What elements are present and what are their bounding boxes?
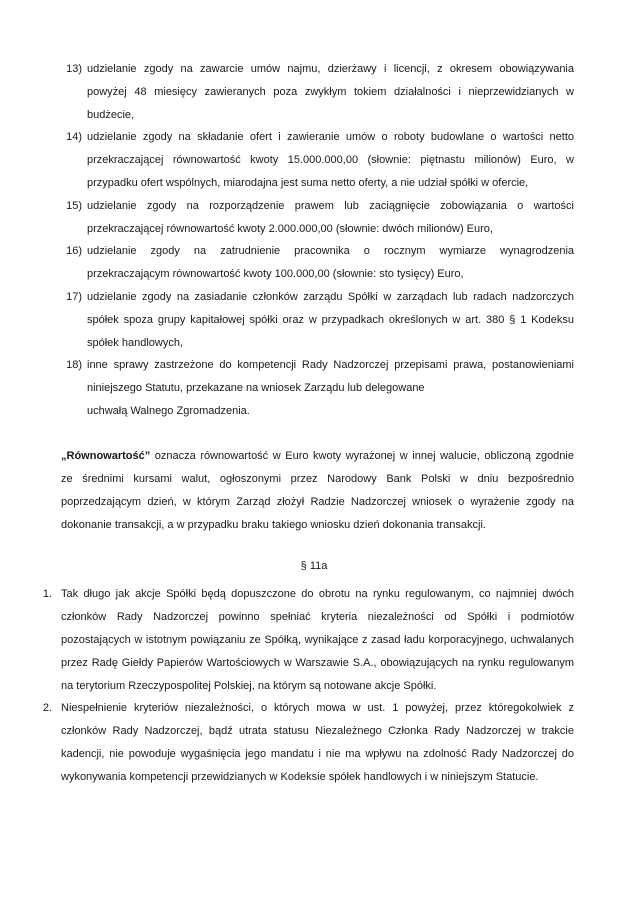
list-item [87, 126, 574, 195]
list-item-line: przekraczającej równowartość kwoty 2.000.000,00 (słownie: dwóch milionów) Euro, [87, 223, 493, 235]
section-item-line: przez Radę Giełdy Papierów Wartościowych w Warszawie S.A., obowiązujących na rynku regulowanym [61, 657, 574, 669]
list-item [87, 195, 574, 241]
list-item [87, 240, 574, 286]
section-item-number: 2. [42, 702, 52, 714]
list-item-line: powyżej 48 miesięcy zawieranych poza zwykłym tokiem działalności i nieprzewidzianych w [87, 86, 574, 98]
definition-line: dokonanie transakcji, a w przypadku braku takiego wniosku dzień dokonania transakcji. [61, 519, 486, 531]
section-title: § 11a [300, 560, 328, 572]
section-item [61, 697, 574, 789]
list-number: 16) [66, 245, 82, 257]
definition-paragraph [61, 445, 574, 537]
list-item-line: udzielanie zgody na zatrudnienie pracownika o rocznym wymiarze wynagrodzenia [87, 245, 574, 257]
list-number: 13) [66, 63, 82, 75]
list-item [87, 354, 574, 423]
list-item-line: przypadku ofert wspólnych, miarodajna jest suma netto oferty, a nie udział spółki w ofercie, [87, 177, 529, 189]
definition-line: poprzedzającym dzień, w którym Zarząd złożył Radzie Nadzorczej wniosek o wyrażenie zgody na [61, 496, 574, 508]
section-item-line: na terytorium Rzeczypospolitej Polskiej, na którym są notowane akcje Spółki. [61, 680, 437, 692]
section-item [61, 583, 574, 698]
section-item-line: wykonywania kompetencji przewidzianych w Kodeksie spółek handlowych i w niniejszym Statucie. [61, 771, 539, 783]
list-item-line: udzielanie zgody na zawarcie umów najmu, dzierżawy i licencji, z okresem obowiązywania [87, 63, 574, 75]
section-item-line: Niespełnienie kryteriów niezależności, o których mowa w ust. 1 powyżej, przez któregokolwiek z [61, 702, 574, 714]
list-item-line: niniejszego Statutu, przekazane na wniosek Zarządu lub delegowane [87, 382, 425, 394]
section-item-line: pozostających w istotnym powiązaniu ze Spółką, wynikające z zasad ładu korporacyjnego, uchwalanych [61, 634, 574, 646]
list-number: 15) [66, 200, 82, 212]
list-item-line: udzielanie zgody na rozporządzenie prawem lub zaciągnięcie zobowiązania o wartości [87, 200, 574, 212]
list-item-line: przekraczającej równowartość kwoty 15.000.000,00 (słownie: piętnastu milionów) Euro, w [87, 154, 574, 166]
list-item-line: spółek handlowych, [87, 337, 184, 349]
section-item-line: członków Rady Nadzorczej, bądź utrata statusu Niezależnego Członka Rady Nadzorczej w trakcie [61, 725, 574, 737]
list-item-line: udzielanie zgody na zasiadanie członków zarządu Spółki w zarządach lub radach nadzorczych [87, 291, 574, 303]
list-item-line: inne sprawy zastrzeżone do kompetencji Rady Nadzorczej przepisami prawa, postanowieniami [87, 359, 574, 371]
section-item-line: kadencji, nie powoduje wygaśnięcia jego mandatu i nie ma wpływu na zdolność Rady Nadzorczej do [61, 748, 574, 760]
definition-term: „Równowartość” [61, 450, 151, 462]
list-item-line: spółek spoza grupy kapitałowej spółki oraz w przypadkach określonych w art. 380 § 1 Kodeksu [87, 314, 574, 326]
section-item-number: 1. [42, 588, 52, 600]
list-item-line: udzielanie zgody na składanie ofert i zawieranie umów o roboty budowlane o wartości netto [87, 131, 574, 143]
list-number: 18) [66, 359, 82, 371]
definition-line: oznacza równowartość w Euro kwoty wyrażonej w innej walucie, obliczoną zgodnie [154, 450, 574, 462]
definition-line: ze średnimi kursami walut, ogłoszonymi przez Narodowy Bank Polski w dniu bezpośrednio [61, 473, 574, 485]
list-item-line: przekraczającym równowartość kwoty 100.000,00 (słownie: sto tysięcy) Euro, [87, 268, 464, 280]
section-item-line: członków Rady Nadzorczej powinno spełniać kryteria niezależności od Spółki i podmiotów [61, 611, 574, 623]
list-item-line: uchwałą Walnego Zgromadzenia. [87, 405, 250, 417]
list-item [87, 286, 574, 355]
list-item-line: budżecie, [87, 109, 135, 121]
list-number: 17) [66, 291, 82, 303]
list-number: 14) [66, 131, 82, 143]
section-item-line: Tak długo jak akcje Spółki będą dopuszczone do obrotu na rynku regulowanym, co najmniej dwóch [61, 588, 574, 600]
list-item [87, 58, 574, 127]
